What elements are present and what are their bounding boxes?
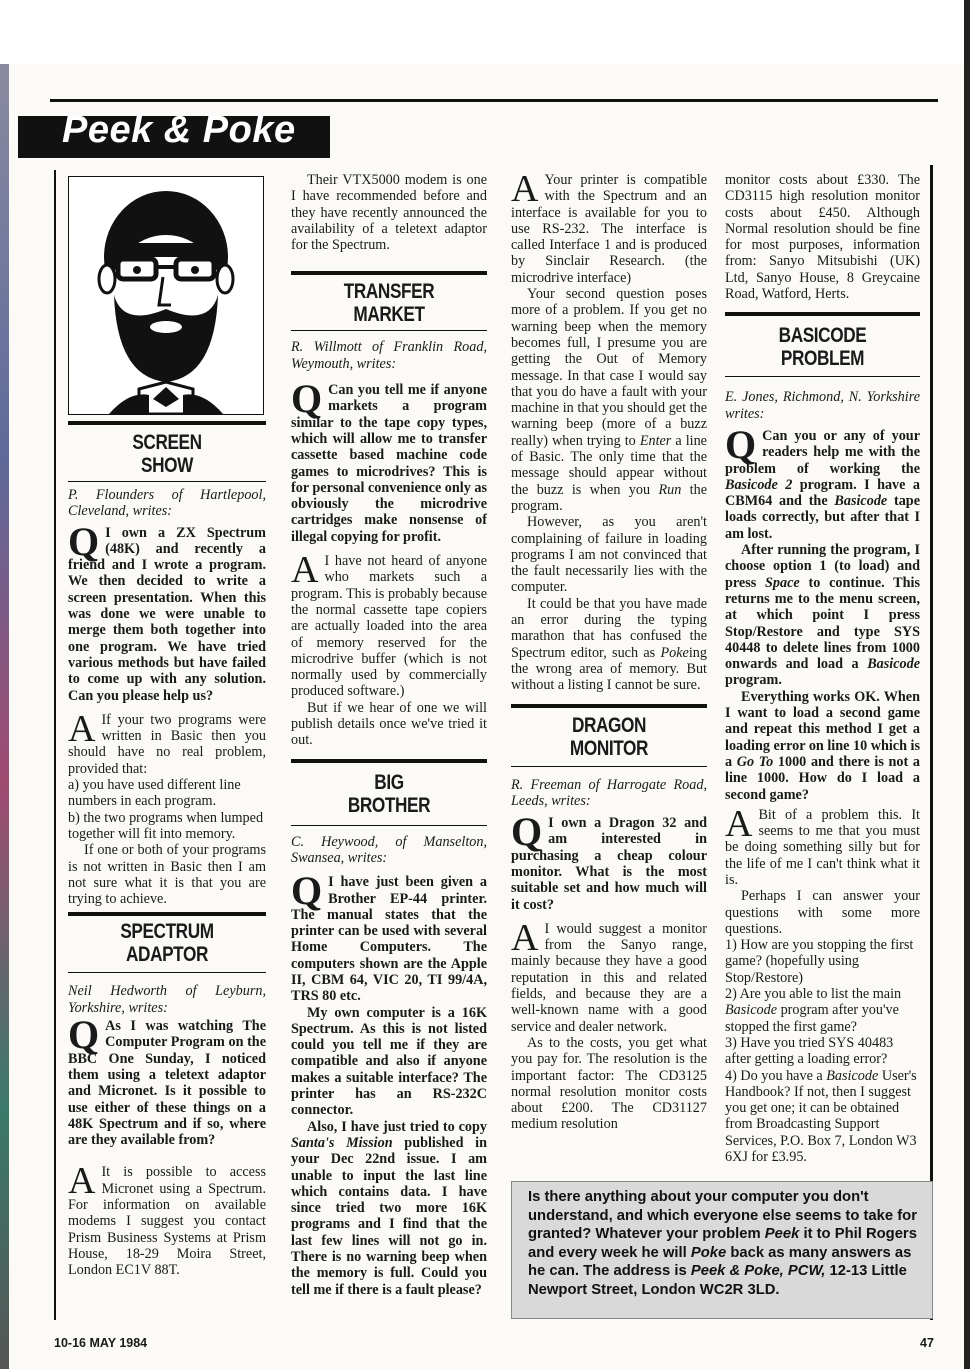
- heading-basicode-problem: BASICODE PROBLEM: [778, 324, 867, 371]
- drop-cap-a: A: [291, 549, 319, 592]
- drop-cap-q: Q: [291, 376, 323, 422]
- page-top-margin: [0, 0, 970, 64]
- drop-cap-a: A: [511, 168, 539, 210]
- answer-text: A Bit of a problem this. It seems to me that you must be doing something silly but for the life of me I can't think what it is.: [725, 802, 920, 888]
- heading-transfer-market: TRANSFER MARKET: [343, 280, 435, 327]
- answer-list-item: b) the two programs when lumped together will fit into memory.: [68, 809, 264, 842]
- byline: C. Heywood, of Manselton, Swansea, writes:: [291, 833, 487, 866]
- answer-list-item: 1) How are you stopping the first game? (hopefully using Stop/Restore): [725, 937, 914, 986]
- drop-cap-q: Q: [725, 421, 757, 467]
- question-text: After running the program, I choose option 1 (to load) and press Space to continue. This returns me to the menu screen, at which point I press Stop/Restore and type SYS 40448 to delete lines from 1000 onwards and load a Basicode program.: [725, 542, 920, 689]
- answer-list-item: 3) Have you tried SYS 40483 after getting a loading error?: [725, 1034, 894, 1068]
- byline: R. Willmott of Franklin Road, Weymouth, writes:: [291, 339, 487, 372]
- answer-list-item: 2) Are you able to list the main Basicode program after you've stopped the first game?: [725, 986, 902, 1035]
- continued-text: monitor costs about £330. The CD3115 high resolution monitor costs about £450. Although Normal resolution should be fine for most purposes, information from: Sanyo Mitsubishi (UK) Ltd, Sanyo House, 8 Greycaine Road, Watford, Herts.: [725, 172, 920, 303]
- answer-text: A If your two programs were written in Basic then you should have no real problem, provided that:: [68, 707, 266, 777]
- byline: Neil Hedworth of Leyburn, Yorkshire, writes:: [68, 983, 266, 1016]
- left-column-rule: [54, 170, 56, 1320]
- contact-box: [511, 1181, 933, 1319]
- drop-cap-a: A: [725, 802, 753, 845]
- columnist-portrait: [68, 176, 264, 415]
- question-text: Also, I have just tried to copy Santa's Mission published in your Dec 22nd issue. I am unable to input the last line which contains data. I have since tried two more 16K programs and I find that the last few lines will not go in. There is no warning beep when the memory is full. Could you tell me if there is a fault please?: [291, 1118, 487, 1298]
- question-text: Q As I was watching The Computer Program on the BBC One Sunday, I noticed them using a teletext adaptor and Micronet. Is it possible to use either of these things on a 48K Spectrum and if so, where are they available from?: [68, 1012, 266, 1149]
- question-text: Q I own a ZX Spectrum (48K) and recently a friend and I wrote a program. We then decided to write a screen presentation. When this was done we were unable to merge them both together into one program. We have tried various methods but have failed to come up with any solution. Can you please help us?: [68, 518, 266, 704]
- answer-text: As to the costs, you get what you pay for. The resolution is the important factor: The CD3125 normal resolution monitor costs about £200. The CD31127 medium resolution: [511, 1034, 707, 1133]
- drop-cap-q: Q: [511, 809, 543, 855]
- answer-text: A I would suggest a monitor from the Sanyo range, mainly because they have a good reputation in this and related fields, and because they are a well-known name with a good service and dealer network.: [511, 916, 707, 1035]
- footer-date: 10-16 MAY 1984: [54, 1336, 148, 1350]
- answer-text: Your second question poses more of a problem. If you get no warning beep when the memory becomes full, I presume you are getting the Out of Memory message. In that case I would say that you do have a fault with your machine in that you should get the warning beep (more of a buzz really) when trying to Enter a line of Basic. The only time that the message should appear without the buzz is when you Run the program.: [511, 286, 707, 514]
- answer-text: But if we hear of one we will publish details once we've tried it out.: [291, 699, 487, 749]
- answer-text: Perhaps I can answer your questions with some more questions.: [725, 888, 920, 937]
- column-1: [68, 172, 266, 1278]
- drop-cap-q: Q: [68, 518, 100, 564]
- answer-text: If one or both of your programs is not written in Basic then I am not sure what it is that you are trying to achieve.: [68, 842, 266, 908]
- answer-text: A Your printer is compatible with the Spectrum and an interface is available for you to use RS-232. The interface is called Interface 1 and is produced by Sinclair Research. (the microdrive interface): [511, 168, 707, 286]
- contact-box-text: Is there anything about your computer you don't understand, and which everyone else seems to take for granted? Whatever your problem Peek it to Phil Rogers and every week he will Poke back as many answers as he can. The address is Peek & Poke, PCW, 12-13 Little Newport Street, London WC2R 3LD.: [528, 1189, 917, 1298]
- drop-cap-a: A: [68, 707, 96, 750]
- column-3: [511, 168, 707, 1133]
- question-text: Everything works OK. When I want to load a second game and repeat this method I get a loading error on line 10 which is a Go To 1000 and there is not a line 1000. How do I load a second game?: [725, 688, 921, 803]
- drop-cap-q: Q: [68, 1012, 100, 1058]
- byline: R. Freeman of Harrogate Road, Leeds, writes:: [511, 776, 707, 809]
- heading-dragon-monitor: DRAGON MONITOR: [569, 713, 649, 760]
- answer-text: A I have not heard of anyone who markets such a program. This is probably because the normal cassette tape copiers are actually loaded into the area of memory reserved for the microdrive buffer (which is not normally used by commercially produced software.): [291, 549, 487, 700]
- answer-list-item: a) you have used different line numbers in each program.: [68, 777, 241, 810]
- continued-text: Their VTX5000 modem is one I have recommended before and they have recently announced the availability of a teletext adaptor for the Spectrum.: [291, 172, 487, 254]
- question-text: Q Can you tell me if anyone markets a program similar to the tape copy types, which will allow me to transfer cassette based machine code games to microdrives? This is for personal convenience only as obviously the microdrive cartridges make nonsense of illegal copying for profit.: [291, 376, 487, 545]
- page-number: 47: [920, 1336, 934, 1350]
- answer-list-item: 4) Do you have a Basicode User's Handbook? If not, then I suggest you get one; it can be obtained from Broadcasting Support Services, P.O. Box 7, London W3 6XJ for £3.95.: [725, 1067, 917, 1166]
- heading-screen-show: SCREEN SHOW: [132, 431, 202, 477]
- answer-text: However, as you aren't complaining of failure in loading programs I am not convinced that the fault necessarily lies with the computer.: [511, 514, 707, 596]
- drop-cap-a: A: [511, 916, 539, 959]
- binding-edge: [0, 64, 9, 1369]
- answer-text: It could be that you have made an error during the typing marathon that has confused the Spectrum editor, such as Pokeing the wrong area of memory. But without a listing I cannot be sure.: [511, 595, 707, 694]
- right-column-rule: [930, 165, 933, 1320]
- heading-big-brother: BIG BROTHER: [347, 770, 431, 817]
- byline: E. Jones, Richmond, N. Yorkshire writes:: [725, 389, 920, 422]
- page-title: Peek & Poke: [62, 109, 296, 151]
- portrait-illustration: [69, 177, 263, 414]
- drop-cap-q: Q: [291, 868, 323, 914]
- question-text: Q I have just been given a Brother EP-44 printer. The manual states that the printer can be used with several Home Computers. The computers shown are the Apple II, CBM 64, VIC 20, TI 99/4A, TRS 80 etc.: [291, 868, 487, 1005]
- question-text: My own computer is a 16K Spectrum. As this is not listed could you tell me if they are compatible and also if anyone makes a suitable interface? The printer has an RS-232C connector.: [291, 1004, 487, 1119]
- header-rule: [50, 99, 938, 102]
- page-right-edge: [964, 0, 970, 1369]
- drop-cap-a: A: [68, 1160, 96, 1203]
- column-2: [291, 172, 487, 1298]
- answer-text: A It is possible to access Micronet using a Spectrum. For information on available modems I suggest you contact Prism Business Systems at Prism House, 18-29 Moira Street, London EC1V 88T.: [68, 1160, 266, 1279]
- byline: P. Flounders of Hartlepool, Cleveland, writes:: [68, 487, 266, 520]
- question-text: Q Can you or any of your readers help me with the problem of working the Basicode 2 program. I have a CBM64 and the Basicode tape loads correctly, but after that I am lost.: [725, 421, 920, 542]
- heading-spectrum-adaptor: SPECTRUM ADAPTOR: [120, 920, 214, 967]
- column-4: [725, 172, 920, 1165]
- question-text: Q I own a Dragon 32 and am interested in purchasing a cheap colour monitor. What is the most suitable set and how much will it cost?: [511, 809, 707, 913]
